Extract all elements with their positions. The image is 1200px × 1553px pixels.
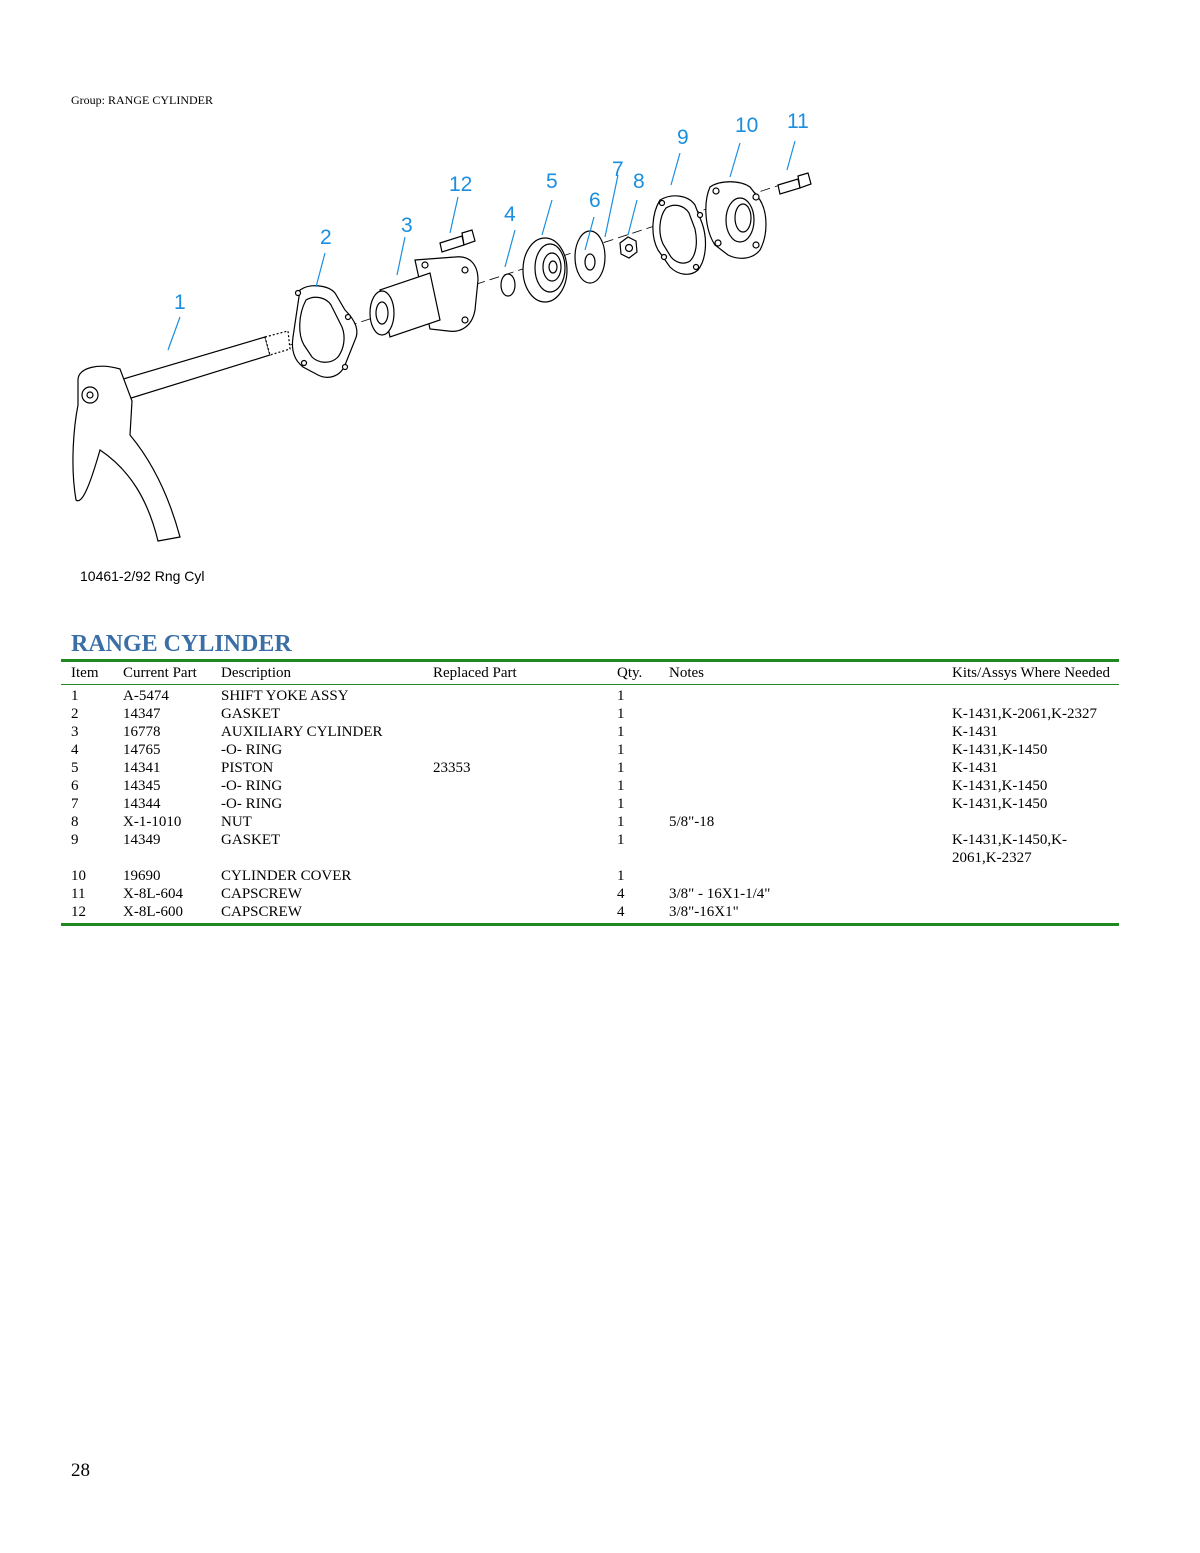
callout-1: 1: [174, 291, 186, 314]
cell-kits: K-1431,K-1450: [952, 778, 1048, 794]
table-header-row: [61, 661, 1119, 685]
cell-kits: K-1431,K-2061,K-2327: [952, 706, 1097, 722]
cell-kits: [942, 903, 1119, 925]
part-piston: [523, 238, 567, 302]
callout-2: 2: [320, 226, 332, 249]
table-row: [61, 831, 1119, 867]
part-auxiliary-cylinder: [370, 257, 478, 337]
callout-4: 4: [504, 203, 516, 226]
table-row: [61, 867, 1119, 885]
cell-qty: 1: [617, 724, 625, 740]
cell-notes: [659, 741, 942, 759]
cell-item: 11: [71, 886, 86, 902]
cell-replaced-part: [423, 813, 607, 831]
part-o-ring-4: [501, 274, 515, 296]
cell-description: -O- RING: [221, 778, 283, 794]
cell-notes: [659, 759, 942, 777]
col-header-notes: Notes: [659, 661, 942, 685]
col-header-description: Description: [211, 661, 423, 685]
table-row: [61, 741, 1119, 759]
col-header-replaced-part: Replaced Part: [423, 661, 607, 685]
cell-kits: K-1431: [952, 724, 998, 740]
callout-9: 9: [677, 126, 689, 149]
cell-qty: 1: [617, 832, 625, 848]
cell-qty: 1: [617, 868, 625, 884]
cell-current-part: 14349: [123, 832, 161, 848]
callout-8: 8: [633, 170, 645, 193]
cell-notes: 5/8"-18: [669, 814, 715, 830]
cell-kits: [942, 685, 1119, 706]
cell-qty: 1: [617, 742, 625, 758]
cell-item: 5: [71, 760, 79, 776]
part-cylinder-cover: [706, 182, 766, 259]
cell-description: CYLINDER COVER: [221, 868, 352, 884]
cell-kits: K-1431,K-1450: [952, 796, 1048, 812]
cell-current-part: A-5474: [123, 688, 169, 704]
cell-replaced-part: 23353: [433, 760, 471, 776]
cell-current-part: 14347: [123, 706, 161, 722]
cell-qty: 1: [617, 688, 625, 704]
part-o-ring-6: [585, 254, 595, 270]
callout-5: 5: [546, 170, 558, 193]
cell-description: -O- RING: [221, 742, 283, 758]
callout-12: 12: [449, 173, 473, 196]
cell-description: GASKET: [221, 706, 281, 722]
cell-notes: [659, 795, 942, 813]
cell-kits: K-1431: [952, 760, 998, 776]
cell-item: 2: [71, 706, 79, 722]
cell-current-part: 14345: [123, 778, 161, 794]
cell-replaced-part: [423, 795, 607, 813]
cell-qty: 1: [617, 760, 625, 776]
cell-item: 3: [71, 724, 79, 740]
part-capscrew-11: [778, 173, 811, 194]
cell-description: CAPSCREW: [221, 886, 302, 902]
col-header-qty: Qty.: [607, 661, 659, 685]
table-row: [61, 903, 1119, 925]
cell-replaced-part: [423, 705, 607, 723]
cell-item: 10: [71, 868, 86, 884]
cell-kits: [942, 885, 1119, 903]
part-nut: [620, 237, 637, 258]
cell-replaced-part: [423, 723, 607, 741]
cell-replaced-part: [423, 685, 607, 706]
cell-notes: [659, 777, 942, 795]
cell-description: PISTON: [221, 760, 274, 776]
cell-current-part: 14344: [123, 796, 161, 812]
cell-item: 12: [71, 904, 86, 920]
cell-qty: 1: [617, 706, 625, 722]
cell-current-part: 19690: [123, 868, 161, 884]
cell-replaced-part: [423, 885, 607, 903]
section-title: RANGE CYLINDER: [71, 631, 292, 657]
cell-current-part: 16778: [123, 724, 161, 740]
cell-item: 1: [71, 688, 79, 704]
cell-notes: [659, 723, 942, 741]
cell-replaced-part: [423, 867, 607, 885]
cell-qty: 4: [617, 886, 625, 902]
cell-kits: K-1431,K-1450: [952, 742, 1048, 758]
table-row: [61, 795, 1119, 813]
cell-item: 7: [71, 796, 79, 812]
callout-6: 6: [589, 189, 601, 212]
figure-caption: 10461-2/92 Rng Cyl: [80, 568, 205, 584]
cell-current-part: X-8L-604: [123, 886, 183, 902]
cell-replaced-part: [423, 777, 607, 795]
col-header-kits: Kits/Assys Where Needed: [942, 661, 1119, 685]
col-header-item: Item: [61, 661, 113, 685]
col-header-current-part: Current Part: [113, 661, 211, 685]
part-capscrew-12: [440, 230, 475, 252]
table-row: [61, 723, 1119, 741]
cell-kits: [942, 813, 1119, 831]
cell-current-part: 14765: [123, 742, 161, 758]
table-row: [61, 705, 1119, 723]
cell-replaced-part: [423, 831, 607, 867]
callout-11: 11: [787, 110, 809, 133]
cell-notes: 3/8" - 16X1-1/4": [669, 886, 771, 902]
cell-description: GASKET: [221, 832, 281, 848]
cell-description: NUT: [221, 814, 252, 830]
cell-item: 4: [71, 742, 79, 758]
cell-notes: [659, 831, 942, 867]
cell-item: 6: [71, 778, 79, 794]
cell-description: AUXILIARY CYLINDER: [221, 724, 383, 740]
cell-notes: [659, 867, 942, 885]
cell-notes: [659, 685, 942, 706]
group-label: Group: RANGE CYLINDER: [71, 93, 213, 107]
part-gasket-2: [292, 286, 357, 378]
cell-qty: 4: [617, 904, 625, 920]
page-number: 28: [71, 1460, 90, 1481]
cell-notes: [659, 705, 942, 723]
table-row: [61, 813, 1119, 831]
cell-current-part: 14341: [123, 760, 161, 776]
part-shift-yoke: [73, 331, 290, 541]
cell-notes: 3/8"-16X1": [669, 904, 739, 920]
cell-item: 8: [71, 814, 79, 830]
callout-3: 3: [401, 214, 413, 237]
cell-current-part: X-8L-600: [123, 904, 183, 920]
table-row: [61, 759, 1119, 777]
callout-7: 7: [612, 158, 624, 181]
callout-10: 10: [735, 114, 759, 137]
cell-kits: [942, 867, 1119, 885]
cell-current-part: X-1-1010: [123, 814, 182, 830]
cell-description: CAPSCREW: [221, 904, 302, 920]
cell-description: -O- RING: [221, 796, 283, 812]
table-row: [61, 685, 1119, 706]
table-row: [61, 777, 1119, 795]
table-row: [61, 885, 1119, 903]
cell-qty: 1: [617, 796, 625, 812]
cell-replaced-part: [423, 741, 607, 759]
cell-description: SHIFT YOKE ASSY: [221, 688, 349, 704]
cell-qty: 1: [617, 778, 625, 794]
cell-qty: 1: [617, 814, 625, 830]
parts-table: [61, 659, 1119, 926]
cell-kits: K-1431,K-1450,K-2061,K-2327: [952, 832, 1067, 866]
cell-replaced-part: [423, 903, 607, 925]
cell-item: 9: [71, 832, 79, 848]
part-gasket-9: [653, 196, 706, 274]
exploded-parts-diagram: [60, 105, 840, 555]
